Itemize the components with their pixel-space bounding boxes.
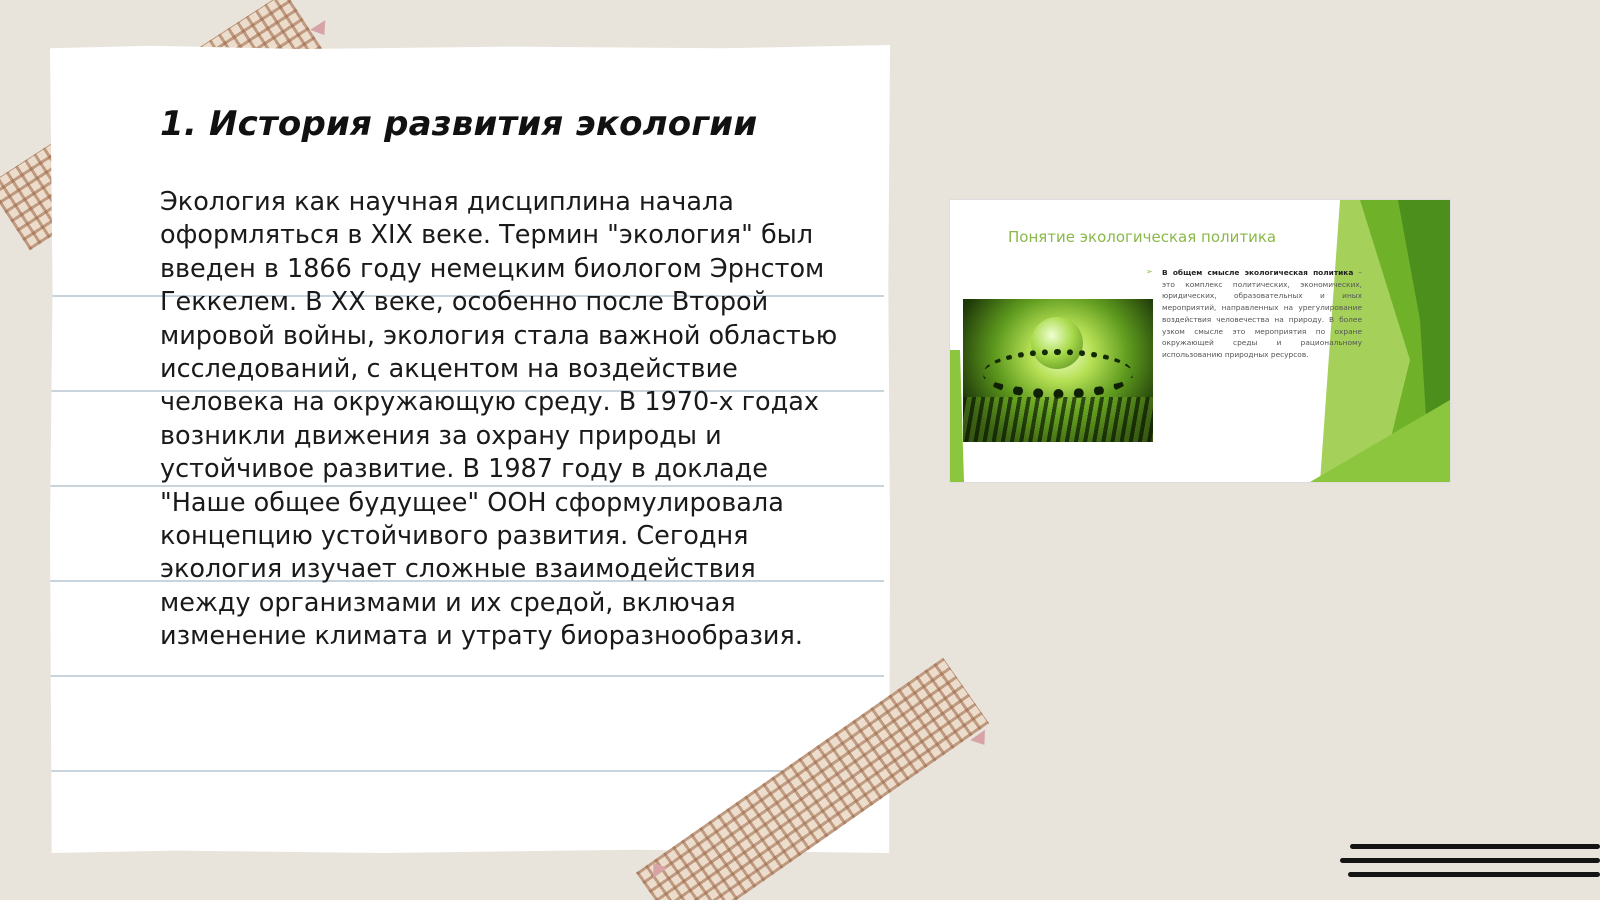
- brush-line: [1350, 844, 1600, 849]
- thumbnail-text: [1162, 267, 1362, 361]
- people-circle: [983, 349, 1133, 399]
- paper-rule: [50, 675, 884, 677]
- slide-body-text: Экология как научная дисциплина начала оформляться в XIX веке. Термин "экология" был введен в 1866 году немецким биологом Эрнстом Геккелем. В XX веке, особенно после Второй мировой войны, экология стала важной областью исследований, с акцентом на воздействие человека на окружающую среду. В 1970-х годах возникли движения за охрану природы и устойчивое развитие. В 1987 году в докладе "Наше общее будущее" ООН сформулировала концепцию устойчивого развития. Сегодня экология изучает сложные взаимодействия между организмами и их средой, включая изменение климата и утрату биоразнообразия.: [160, 187, 838, 652]
- slide-thumbnail: [950, 200, 1450, 482]
- thumbnail-title: Понятие экологическая политика: [1008, 228, 1277, 246]
- brush-line: [1348, 872, 1600, 877]
- light-rays: [963, 397, 1153, 442]
- thumbnail-bullet-icon: ➢: [1146, 267, 1153, 276]
- paper-rule: [50, 770, 884, 772]
- thumbnail-text-rest: – это комплекс политических, экономических, юридических, образовательных и иных мероприятий, направленных на урегулирование воздействия человечества на природу. В более узком смысле это мероприятия по охране окружающей среды и рациональному использованию природных ресурсов.: [1162, 268, 1362, 359]
- globe-people-image: [963, 299, 1153, 442]
- slide-title: 1. История развития экологии: [160, 104, 758, 144]
- thumbnail-text-lead: В общем смысле экологическая политика: [1162, 268, 1354, 277]
- brush-line: [1340, 858, 1600, 863]
- decorative-brush-lines: [1340, 844, 1600, 886]
